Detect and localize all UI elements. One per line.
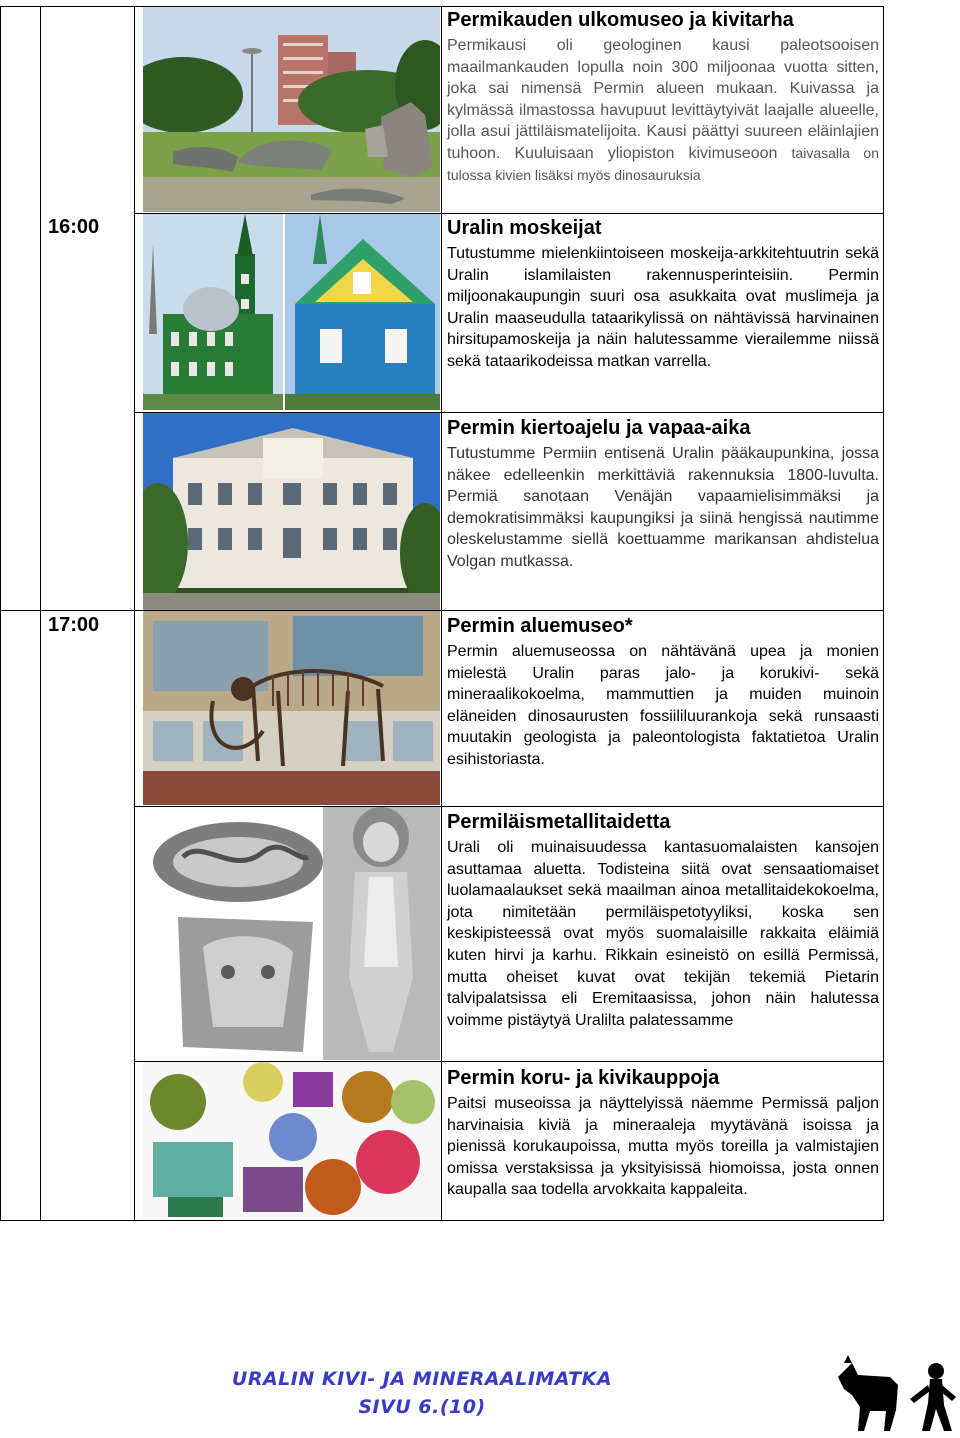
section-text: Tutustumme Permiin entisenä Uralin pääkaupunkina, jossa näkee edelleenkin merkittäviä rakennuksia 1800-luvulta. Permiä sanotaan Venäjän vapaamielisimmäksi ja demokratisimmäksi kaupungiksi ja siinä hengissä nautimme oleskelustamme siellä koettuamme marikansan ahdistelua Volgan mutkassa. <box>447 445 879 570</box>
table-border-left <box>0 6 1 1221</box>
section-title: Permikauden ulkomuseo ja kivitarha <box>447 9 794 31</box>
city-building-photo <box>143 413 440 610</box>
time-label: 17:00 <box>48 614 100 636</box>
time-label: 16:00 <box>48 216 100 238</box>
section-text: Tutustumme mielenkiintoiseen moskeija-arkkitehtuutrin sekä Uralin islamilaisten rakennusperinteisiin. Permin miljoonakaupungin suuri osa asukkaita ovat muslimeja ja Uralin maaseudulla tataarikylissä on nähtävissä harvinainen hirsitupamoskeija ja näin halutessamme vierailemme niissä sekä tataarikodeissa matkan varrella. <box>447 245 879 370</box>
section-text: Permikausi oli geologinen kausi paleotsooisen maailmankauden lopulla noin 300 miljoonaa vuotta sitten, joka sai nimensä Permin alueen mukaan. Kuivassa ja kylmässä ilmastossa havupuut levittäytyivät laajalle alueelle, jolla asui jättiläismatelijoita. Kausi päättyi suureen eläinlajien tuhoon. Kuuluisaan yliopiston kivimuseoon taivasalla on tulossa kivien lisäksi myös dinosauruksia <box>447 37 879 183</box>
table-border-col2 <box>134 6 135 1221</box>
section-mosques <box>447 216 879 373</box>
footer-page-number: SIVU 6.(10) <box>358 1396 486 1418</box>
section-title: Uralin moskeijat <box>447 217 602 239</box>
footer-title: URALIN KIVI- JA MINERAALIMATKA <box>231 1368 613 1390</box>
outdoor-museum-photo <box>143 7 440 212</box>
section-text: Urali oli muinaisuudessa kantasuomalaisten kansojen asuttamaa aluetta. Todisteina siitä ovat sensaatiomaiset luolamaalaukset sekä maailman ainoa metallitaidekokoelma, jota nimitetään permiläispetotyyliksi, koska sen keskipisteessä ovat myös suomalaisille rakkaita eläimiä kuten hirvi ja karhu. Rikkain esineistö on esillä Permissä, mutta oheiset kuvat ovat tekijän tekemiä Pietarin talvipalatsissa eli Eremitaasissa, johon näin halutessa voimme pistäytyä Uralilta palatessamme <box>447 839 879 1029</box>
table-border-col1 <box>40 6 41 1221</box>
metal-art-photo <box>143 807 440 1060</box>
table-border-top <box>0 6 884 7</box>
section-title: Permin kiertoajelu ja vapaa-aika <box>447 417 751 439</box>
cave-painting-logo <box>830 1355 958 1433</box>
table-border-right <box>883 6 884 1221</box>
section-title: Permin koru- ja kivikauppoja <box>447 1067 720 1089</box>
table-border-col3 <box>441 6 442 1221</box>
wooden-mosque-photo <box>285 214 440 410</box>
section-text: Permin aluemuseossa on nähtävänä upea ja monien mielestä Uralin paras jalo- ja korukivi- sekä mineraalikokoelma, mammuttien ja muiden muinoin eläneiden dinosaurusten fossiililuurankoja sekä runsaasti muutakin geologista ja paleontologista faktatietoa Uralin esihistoriasta. <box>447 643 879 768</box>
row-divider <box>0 610 884 611</box>
section-text: Paitsi museoissa ja näyttelyissä näemme Permissä paljon harvinaisia kiviä ja mineraaleja myytävänä isoissa ja pienissä korukaupoissa, mutta myös toreilla ja valmistajien omissa verstaksissa ja yksityisissä hiomoissa, josta onnen kaupalla saa todella arvokkaita kappaleita. <box>447 1095 879 1199</box>
table-border-bottom <box>0 1220 884 1221</box>
section-title: Permin aluemuseo* <box>447 615 633 637</box>
museum-mammoth-photo <box>143 611 440 805</box>
section-city-tour <box>447 416 879 573</box>
section-metal-art <box>447 810 879 1031</box>
green-mosque-photo <box>143 214 283 410</box>
section-outdoor-museum <box>447 8 879 186</box>
section-jewelry-shops <box>447 1066 879 1201</box>
section-title: Permiläismetallitaidetta <box>447 811 671 833</box>
section-regional-museum <box>447 614 879 771</box>
gemstones-photo <box>143 1062 440 1220</box>
